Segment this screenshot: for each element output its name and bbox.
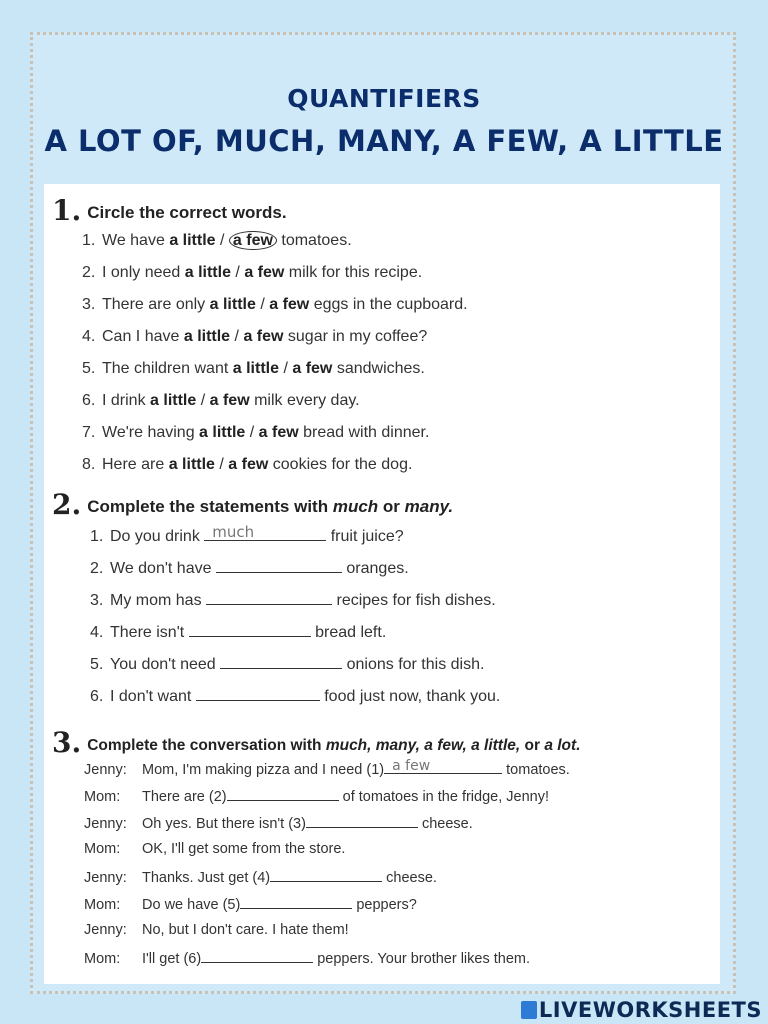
line-text-after: of tomatoes in the fridge, Jenny! [342,789,549,805]
conversation-line [84,841,345,857]
speaker-name: Mom: [84,841,121,857]
answer-blank[interactable] [216,558,342,573]
section3-number: 3. [52,726,82,759]
line-text-after: peppers. Your brother likes them. [317,951,531,967]
exercise1-item [82,232,352,250]
exercise2-item [90,622,386,642]
option-a-little[interactable]: a little [199,424,246,441]
section2-or: or [382,497,400,516]
line-text: No, but I don't care. I hate them! [142,922,349,938]
handwritten-answer: a few [392,758,431,774]
option-separator: / [249,424,255,441]
exercise1-item [82,328,427,346]
item-number: 7. [82,424,96,441]
speaker-name: Mom: [84,789,121,805]
line-text-after: cheese. [386,870,437,886]
answer-blank[interactable] [240,895,352,909]
option-a-few[interactable]: a few [228,456,269,473]
option-a-few[interactable]: a few [258,424,299,441]
option-a-few[interactable]: a few [229,231,277,250]
item-number: 1. [82,232,96,249]
item-text-before: The children want [102,360,229,377]
item-text-after: milk for this recipe. [288,264,423,281]
option-a-little[interactable]: a little [169,232,216,249]
answer-blank[interactable] [196,686,320,701]
section1-heading [52,194,287,227]
item-number: 3. [90,592,104,609]
section1-number: 1. [52,194,82,227]
section3-words: much, many, a few, a little, [325,737,521,754]
item-text-before: My mom has [110,592,202,609]
section2-number: 2. [52,488,82,521]
exercise1-item [82,360,425,378]
item-text-after: milk every day. [254,392,360,409]
speaker-name: Jenny: [84,816,127,832]
conversation-line [84,814,473,832]
item-number: 4. [82,328,96,345]
item-number: 5. [82,360,96,377]
speaker-name: Mom: [84,897,121,913]
conversation-line [84,895,417,913]
item-text-before: Can I have [102,328,180,345]
item-text-before: We have [102,232,165,249]
line-text: Do we have (5) [142,897,241,913]
liveworksheets-logo[interactable] [521,998,762,1022]
item-number: 5. [90,656,104,673]
answer-blank[interactable] [189,622,311,637]
handwritten-answer: much [212,523,255,541]
section2-heading [52,488,453,521]
section3-heading [52,726,581,759]
speaker-name: Jenny: [84,762,127,778]
line-text-after: cheese. [421,816,473,832]
section2-word2: many. [404,497,454,516]
option-a-few[interactable]: a few [209,392,250,409]
option-a-little[interactable]: a little [184,264,231,281]
item-text-after: sugar in my coffee? [287,328,428,345]
answer-blank[interactable] [220,654,342,669]
option-separator: / [220,232,225,249]
conversation-line [84,922,349,938]
line-text-after: peppers? [356,897,417,913]
item-number: 1. [90,528,104,545]
option-a-little[interactable]: a little [183,328,231,345]
section3-or: or [524,737,541,754]
item-text-after: fruit juice? [330,528,404,545]
item-number: 2. [90,560,104,577]
section1-instruction: Circle the correct words. [87,203,287,222]
section2-word1: much [332,497,379,516]
item-text-after: food just now, thank you. [324,688,501,705]
conversation-line [84,868,437,886]
line-text: Mom, I'm making pizza and I need (1) [142,762,385,778]
conversation-line [84,760,570,778]
item-text-after: tomatoes. [281,232,352,249]
line-text: Thanks. Just get (4) [142,870,271,886]
exercise2-item [90,654,484,674]
option-a-little[interactable]: a little [168,456,215,473]
option-separator: / [200,392,206,409]
conversation-line [84,949,530,967]
answer-blank[interactable] [227,787,339,801]
exercise1-item [82,424,429,442]
item-text-before: I don't want [110,688,192,705]
speaker-name: Jenny: [84,870,127,886]
option-separator: / [235,264,240,281]
speaker-name: Mom: [84,951,121,967]
liveworksheets-logo-icon [521,1001,537,1019]
exercise1-item [82,296,468,314]
item-text-before: We don't have [110,560,212,577]
exercise1-item [82,456,412,474]
page-subtitle: A LOT OF, MUCH, MANY, A FEW, A LITTLE [44,124,724,158]
option-a-little[interactable]: a little [209,296,256,313]
item-text-before: I only need [102,264,181,281]
item-text-before: There isn't [110,624,185,641]
section3-last-word: a lot. [544,737,581,754]
item-text-after: onions for this dish. [346,656,485,673]
line-text-after: tomatoes. [506,762,570,778]
option-a-few[interactable]: a few [243,328,284,345]
logo-text: LIVEWORKSHEETS [538,998,762,1022]
line-text: OK, I'll get some from the store. [142,841,346,857]
item-text-before: You don't need [110,656,216,673]
exercise2-item [90,558,409,578]
item-text-after: oranges. [346,560,409,577]
section3-instruction: Complete the conversation with [87,737,322,754]
page-title: QUANTIFIERS [287,84,481,113]
exercise2-item [90,590,496,610]
item-number: 2. [82,264,96,281]
item-text-before: We're having [102,424,195,441]
item-text-after: cookies for the dog. [272,456,413,473]
line-text: I'll get (6) [142,951,202,967]
line-text: There are (2) [142,789,227,805]
exercise1-item [82,392,360,410]
item-text-before: Here are [102,456,165,473]
item-text-after: bread left. [315,624,387,641]
item-text-after: sandwiches. [336,360,425,377]
option-separator: / [234,328,239,345]
item-number: 8. [82,456,96,473]
option-separator: / [260,296,265,313]
option-a-few[interactable]: a few [244,264,285,281]
answer-blank[interactable] [306,814,418,828]
item-number: 3. [82,296,96,313]
item-text-after: eggs in the cupboard. [313,296,468,313]
section2-instruction: Complete the statements with [87,497,329,516]
line-text: Oh yes. But there isn't (3) [142,816,306,832]
conversation-line [84,787,549,805]
answer-blank[interactable] [204,523,326,541]
option-separator: / [283,360,288,377]
option-a-little[interactable]: a little [232,360,279,377]
exercise2-item [90,523,404,546]
exercise1-item [82,264,422,282]
answer-blank[interactable] [201,949,313,963]
option-a-few[interactable]: a few [292,360,333,377]
option-separator: / [219,456,224,473]
answer-blank[interactable] [384,760,502,774]
item-number: 4. [90,624,104,641]
item-number: 6. [82,392,96,409]
option-a-little[interactable]: a little [150,392,197,409]
option-a-few[interactable]: a few [269,296,310,313]
item-text-before: There are only [102,296,206,313]
answer-blank[interactable] [270,868,382,882]
speaker-name: Jenny: [84,922,127,938]
exercise2-item [90,686,500,706]
item-text-before: I drink [102,392,146,409]
item-number: 6. [90,688,104,705]
answer-blank[interactable] [206,590,332,605]
item-text-after: recipes for fish dishes. [336,592,496,609]
item-text-before: Do you drink [110,528,200,545]
item-text-after: bread with dinner. [303,424,430,441]
